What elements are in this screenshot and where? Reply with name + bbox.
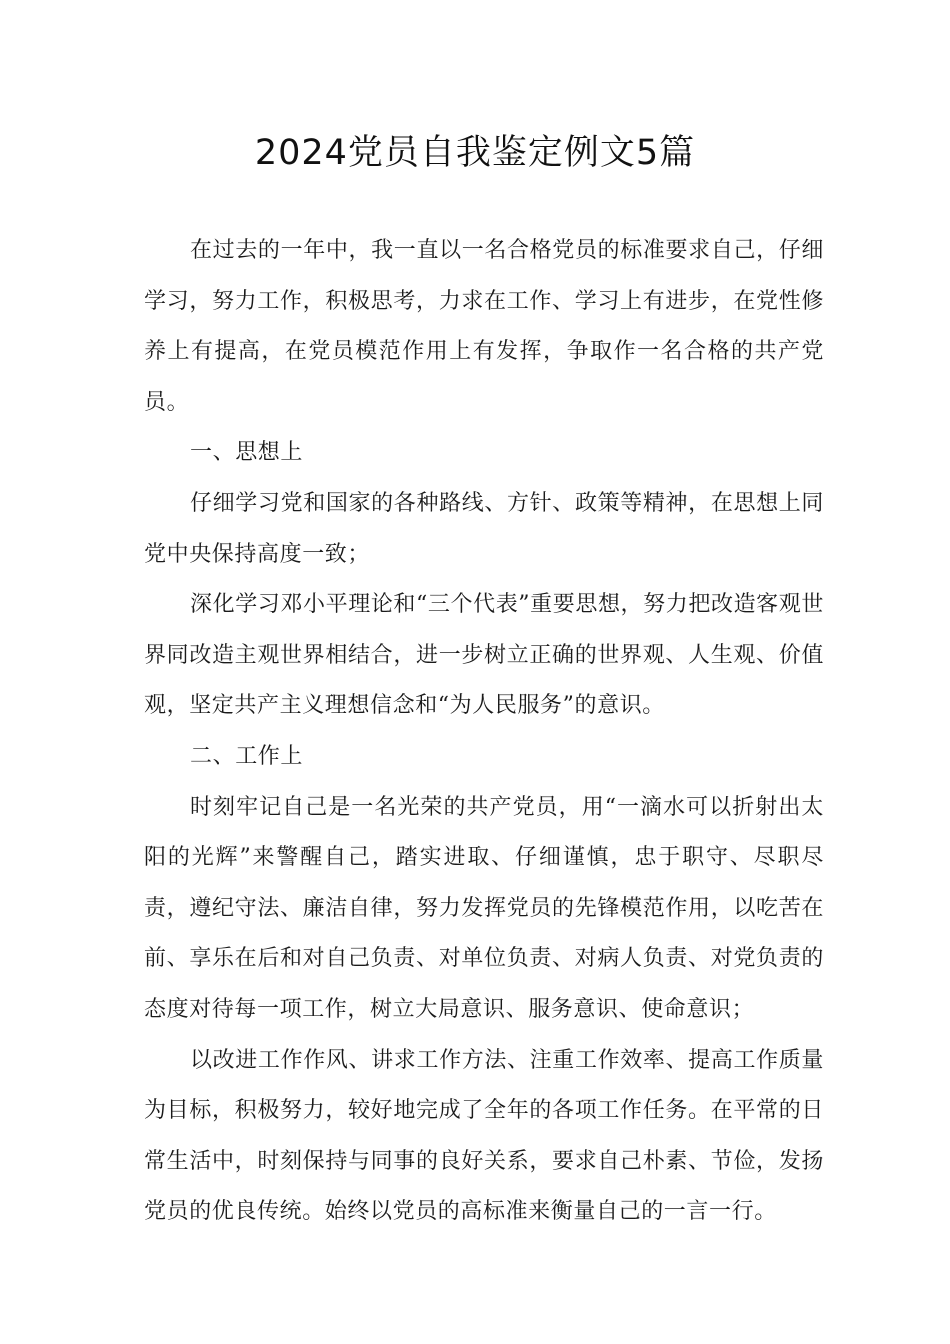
- paragraph-thought-1: 仔细学习党和国家的各种路线、方针、政策等精神，在思想上同党中央保持高度一致；: [144, 490, 824, 567]
- document-body: [144, 226, 824, 1238]
- paragraph-thought-2: 深化学习邓小平理论和“三个代表”重要思想，努力把改造客观世界同改造主观世界相结合，进一步树立正确的世界观、人生观、价值观，坚定共产主义理想信念和“为人民服务”的意识。: [144, 592, 824, 719]
- document-title: 2024党员自我鉴定例文5篇: [254, 133, 696, 173]
- paragraph-work-2: 以改进工作作风、讲求工作方法、注重工作效率、提高工作质量为目标，积极努力，较好地完成了全年的各项工作任务。在平常的日常生活中，时刻保持与同事的良好关系，要求自己朴素、节俭，发扬党员的优良传统。始终以党员的高标准来衡量自己的一言一行。: [144, 1047, 824, 1225]
- paragraph-intro: 在过去的一年中，我一直以一名合格党员的标准要求自己，仔细学习，努力工作，积极思考，力求在工作、学习上有进步，在党性修养上有提高，在党员模范作用上有发挥，争取作一名合格的共产党员。: [144, 238, 824, 415]
- section-heading-thought: 一、思想上: [190, 440, 304, 466]
- section-heading-work: 二、工作上: [190, 743, 304, 769]
- paragraph-work-1: 时刻牢记自己是一名光荣的共产党员，用“一滴水可以折射出太阳的光辉”来警醒自己，踏实进取、仔细谨慎，忠于职守、尽职尽责，遵纪守法、廉洁自律，努力发挥党员的先锋模范作用，以吃苦在前、享乐在后和对自己负责、对单位负责、对病人负责、对党负责的态度对待每一项工作，树立大局意识、服务意识、使命意识；: [144, 794, 824, 1022]
